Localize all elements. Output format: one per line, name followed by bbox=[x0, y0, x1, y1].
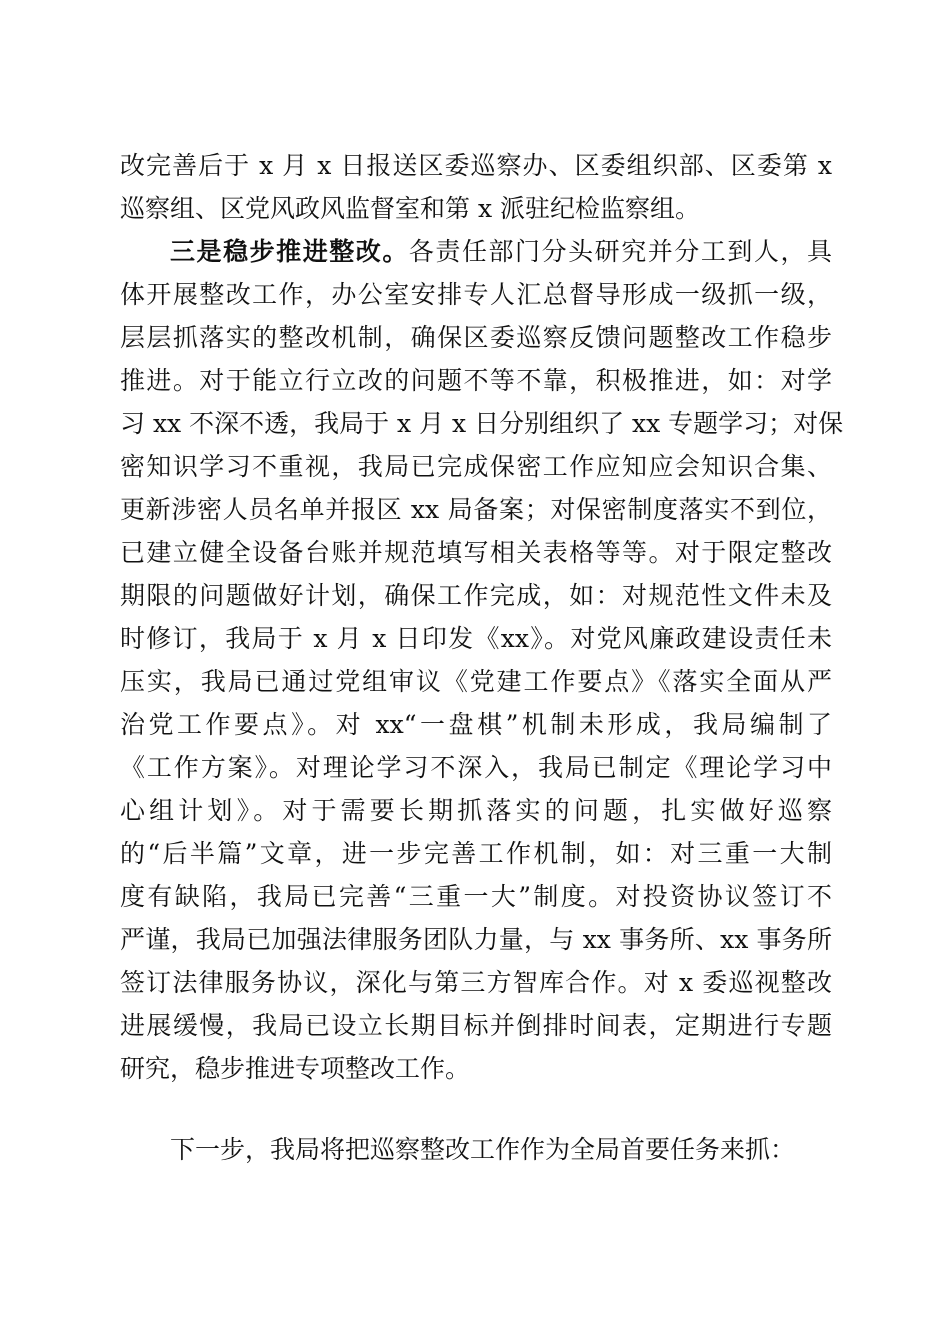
paragraph-line: 压实，我局已通过党组审议《党建工作要点》《落实全面从严 bbox=[120, 667, 832, 696]
paragraph-line: 期限的问题做好计划，确保工作完成，如：对规范性文件未及 bbox=[120, 581, 832, 610]
paragraph-line: 度有缺陷，我局已完善“三重一大”制度。对投资协议签订不 bbox=[120, 882, 832, 911]
paragraph-line: 改完善后于 x 月 x 日报送区委巡察办、区委组织部、区委第 x bbox=[120, 151, 832, 180]
paragraph-line: 严谨，我局已加强法律服务团队力量，与 xx 事务所、xx 事务所 bbox=[120, 925, 832, 954]
paragraph-line: 更新涉密人员名单并报区 xx 局备案；对保密制度落实不到位， bbox=[120, 495, 832, 524]
paragraph-line: 研究，稳步推进专项整改工作。 bbox=[120, 1054, 471, 1083]
paragraph-text: 各责任部门分头研究并分工到人，具 bbox=[408, 237, 832, 266]
paragraph-line: 已建立健全设备台账并规范填写相关表格等等。对于限定整改 bbox=[120, 538, 832, 567]
paragraph-line: 体开展整改工作，办公室安排专人汇总督导形成一级抓一级， bbox=[120, 280, 832, 309]
paragraph-line: 推进。对于能立行立改的问题不等不靠，积极推进，如：对学 bbox=[120, 366, 832, 395]
section-heading: 三是稳步推进整改。 bbox=[170, 237, 409, 266]
paragraph-line: 《工作方案》。对理论学习不深入，我局已制定《理论学习中 bbox=[120, 753, 832, 782]
paragraph-line: 层层抓落实的整改机制，确保区委巡察反馈问题整改工作稳步 bbox=[120, 323, 832, 352]
paragraph-line: 密知识学习不重视，我局已完成保密工作应知应会知识合集、 bbox=[120, 452, 832, 481]
paragraph-line: 下一步，我局将把巡察整改工作作为全局首要任务来抓： bbox=[170, 1135, 796, 1164]
paragraph-line: 心组计划》。对于需要长期抓落实的问题，扎实做好巡察 bbox=[120, 796, 832, 825]
paragraph-line: 进展缓慢，我局已设立长期目标并倒排时间表，定期进行专题 bbox=[120, 1011, 832, 1040]
paragraph-line bbox=[170, 232, 832, 272]
paragraph-line: 巡察组、区党风政风监督室和第 x 派驻纪检监察组。 bbox=[120, 194, 700, 223]
paragraph-line: 习 xx 不深不透，我局于 x 月 x 日分别组织了 xx 专题学习；对保 bbox=[120, 409, 844, 438]
paragraph-line: 治党工作要点》。对 xx“一盘棋”机制未形成，我局编制了 bbox=[120, 710, 832, 739]
paragraph-line: 时修订，我局于 x 月 x 日印发《xx》。对党风廉政建设责任未 bbox=[120, 624, 832, 653]
paragraph-line: 签订法律服务协议，深化与第三方智库合作。对 x 委巡视整改 bbox=[120, 968, 832, 997]
paragraph-line: 的“后半篇”文章，进一步完善工作机制，如：对三重一大制 bbox=[120, 839, 832, 868]
